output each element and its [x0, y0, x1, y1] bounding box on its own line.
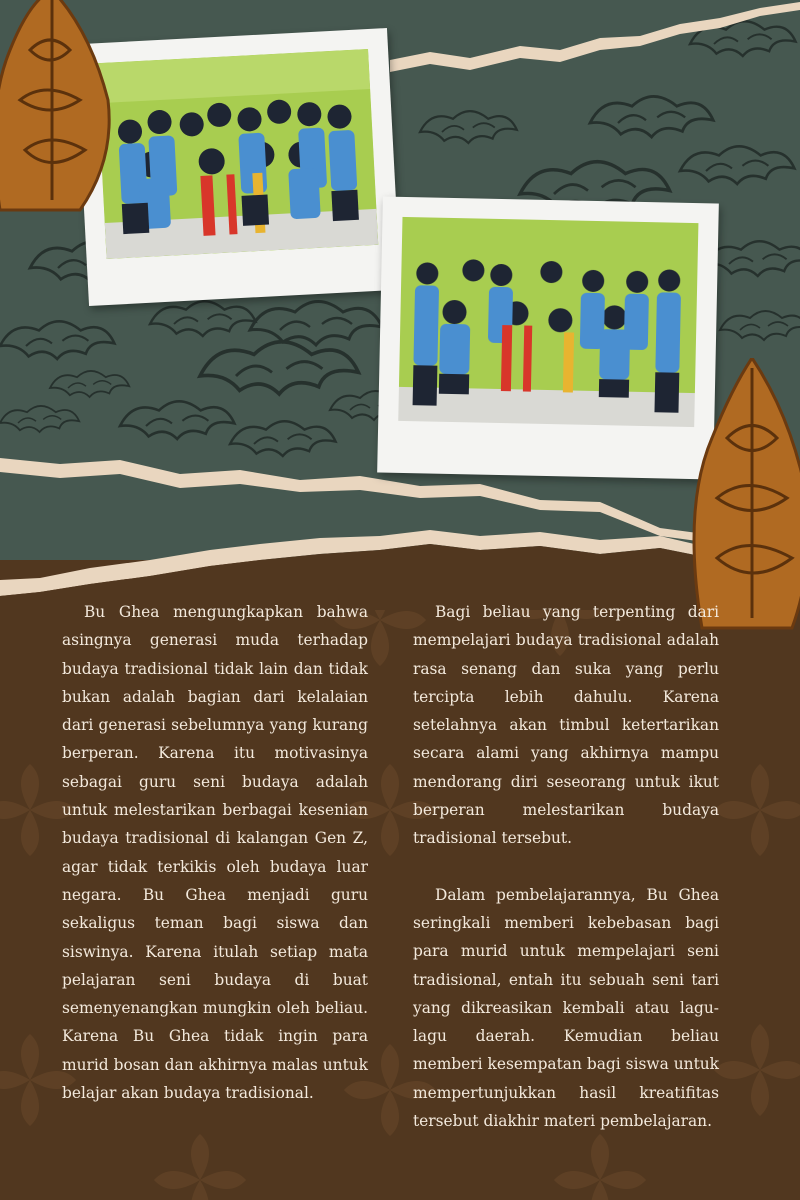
article-right-column: [413, 598, 719, 1135]
wayang-gunungan-icon: [0, 0, 120, 220]
group-photo-2: [398, 217, 698, 427]
paragraph: Bagi beliau yang terpenting dari mempelajari budaya tradisional adalah rasa senang dan suka yang perlu tercipta lebih dahulu. Karena setelahnya akan timbul ketertarikan secara alami yang akhirnya mampu mendorang diri seseorang untuk ikut berperan melestarikan budaya tradisional tersebut.: [413, 603, 719, 848]
wayang-gunungan-icon: [682, 358, 800, 638]
students-group-image-2: [398, 217, 698, 427]
group-photo-1: [96, 49, 378, 259]
paragraph: Bu Ghea mengungkapkan bahwa asingnya generasi muda terhadap budaya tradisional tidak lain dan tidak bukan adalah bagian dari kelalaian dari generasi sebelumnya yang kurang berperan. Karena itu motivasinya sebagai guru seni budaya adalah untuk melestarikan berbagai kesenian budaya tradisional di kalangan Gen Z, agar tidak terkikis oleh budaya luar negara. Bu Ghea menjadi guru sekaligus teman bagi siswa dan siswinya. Karena itulah setiap mata pelajaran seni budaya di buat semenyenangkan mungkin oleh beliau. Karena Bu Ghea tidak ingin para murid bosan dan akhirnya malas untuk belajar akan budaya tradisional.: [62, 603, 368, 1103]
article-left-column: [62, 598, 368, 1107]
students-group-image: [96, 49, 378, 259]
polaroid-photo-1: [75, 28, 400, 306]
polaroid-photo-2: [377, 197, 719, 480]
paragraph: Dalam pembelajarannya, Bu Ghea seringkali memberi kebebasan bagi para murid untuk mempelajari seni tradisional, entah itu sebuah seni tari yang dikreasikan kembali atau lagu-lagu daerah. Kemudian beliau memberi kesempatan bagi siswa untuk mempertunjukkan hasil kreatifitas tersebut diakhir materi pembelajaran.: [413, 885, 719, 1131]
